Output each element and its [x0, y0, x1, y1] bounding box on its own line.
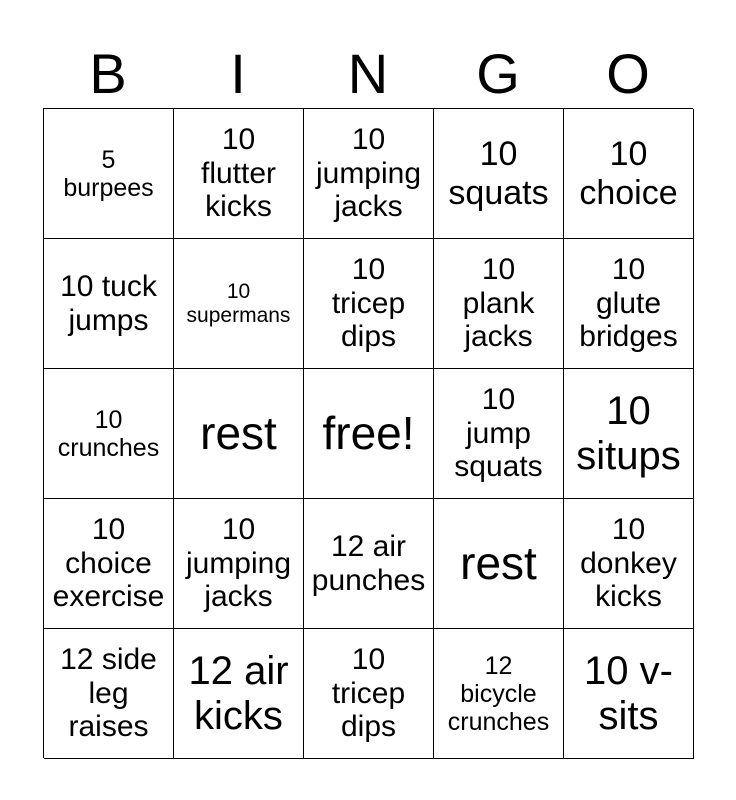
cell-text: 10 squats [448, 135, 549, 212]
cell-text: 10 glute bridges [579, 253, 678, 354]
cell-text: 10 choice [579, 135, 678, 212]
bingo-cell[interactable] [44, 109, 174, 239]
cell-text: 10 crunches [57, 405, 160, 462]
header-letter-b: B [89, 42, 127, 105]
bingo-cell[interactable] [44, 499, 174, 629]
cell-text: 10 tuck jumps [60, 269, 157, 337]
cell-text: 10 choice exercise [52, 513, 165, 614]
header-letter-i: I [230, 42, 246, 105]
cell-text: 10 tricep dips [331, 643, 406, 744]
header-letter-g: G [476, 42, 520, 105]
bingo-cell[interactable] [304, 499, 434, 629]
cell-text: 10 jumping jacks [315, 123, 422, 224]
bingo-cell[interactable] [44, 239, 174, 369]
bingo-cell[interactable] [434, 629, 564, 759]
cell-text: 12 air punches [311, 529, 426, 597]
bingo-cell[interactable] [174, 369, 304, 499]
bingo-cell[interactable] [434, 499, 564, 629]
bingo-cell[interactable] [434, 109, 564, 239]
bingo-cell[interactable] [174, 109, 304, 239]
cell-text: rest [460, 536, 537, 589]
bingo-cell[interactable] [304, 629, 434, 759]
cell-text: 10 situps [576, 388, 681, 478]
cell-text: 12 side leg raises [60, 643, 157, 744]
cell-text: 10 v- sits [584, 648, 673, 738]
bingo-cell[interactable] [304, 239, 434, 369]
cell-text: 10 supermans [186, 279, 291, 327]
bingo-cell[interactable] [564, 109, 694, 239]
cell-text: free! [322, 406, 415, 459]
bingo-cell[interactable] [304, 369, 434, 499]
cell-text: rest [200, 406, 277, 459]
cell-text: 12 air kicks [188, 648, 289, 738]
cell-text: 10 jumping jacks [185, 513, 292, 614]
bingo-cell[interactable] [44, 629, 174, 759]
cell-text: 10 tricep dips [331, 253, 406, 354]
cell-text: 12 bicycle crunches [447, 651, 550, 736]
bingo-cell[interactable] [564, 239, 694, 369]
bingo-cell[interactable] [564, 499, 694, 629]
header-letter-o: O [606, 42, 650, 105]
bingo-cell[interactable] [304, 109, 434, 239]
cell-text: 10 jump squats [454, 383, 543, 484]
bingo-cell[interactable] [434, 369, 564, 499]
cell-text: 10 plank jacks [462, 253, 535, 354]
bingo-cell[interactable] [564, 369, 694, 499]
bingo-board [43, 108, 693, 758]
header-letter-n: N [347, 42, 389, 105]
bingo-cell[interactable] [564, 629, 694, 759]
cell-text: 10 flutter kicks [200, 123, 277, 224]
bingo-cell[interactable] [434, 239, 564, 369]
bingo-cell[interactable] [44, 369, 174, 499]
cell-text: 10 donkey kicks [580, 513, 677, 614]
bingo-header [43, 40, 693, 108]
bingo-cell[interactable] [174, 629, 304, 759]
bingo-cell[interactable] [174, 499, 304, 629]
bingo-cell[interactable] [174, 239, 304, 369]
cell-text: 5 burpees [63, 145, 154, 202]
